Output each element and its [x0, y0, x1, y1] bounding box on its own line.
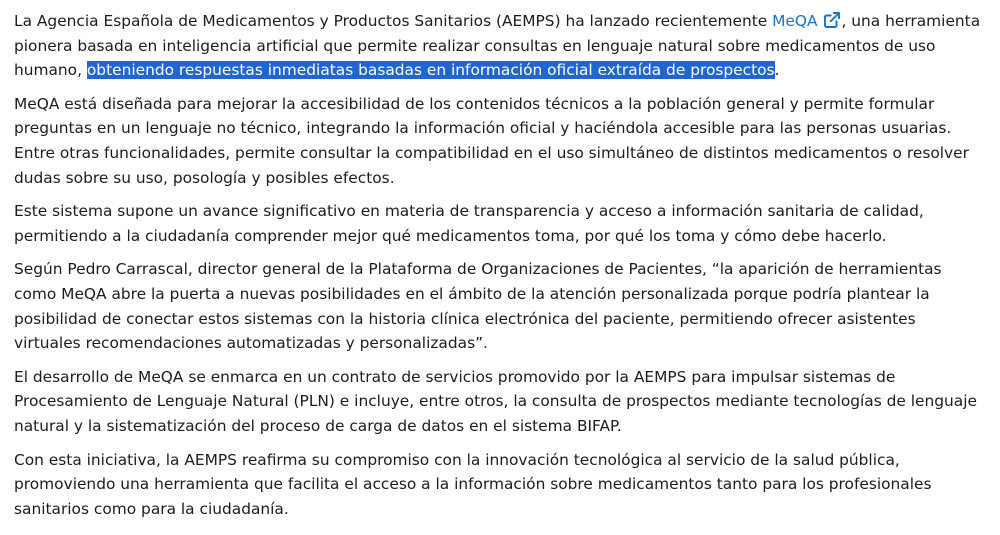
paragraph-quote: Según Pedro Carrascal, director general de la Plataforma de Organizaciones de Pacientes, “la aparición de herramientas como MeQA abre la puerta a nuevas posibilidades en el ámbito de la atención personalizada porque podría plantear la posibilidad de conectar estos sistemas con la historia clínica electrónica del paciente, permitiendo ofrecer asistentes virtuales recomendaciones automatizadas y personalizadas”.: [14, 260, 942, 353]
intro-text-middle: , una herramienta pionera basada en inteligencia artificial que permite realizar consultas en lenguaje natural sobre medicamentos de uso humano,: [14, 12, 981, 80]
intro-text-end: .: [774, 61, 780, 80]
meqa-link-label[interactable]: MeQA: [772, 12, 818, 30]
meqa-link[interactable]: [772, 12, 841, 30]
paragraph-conclusion: Con esta iniciativa, la AEMPS reafirma su compromiso con la innovación tecnológica al servicio de la salud pública, promoviendo una herramienta que facilita el acceso a la información sobre medicamentos tanto para los profesionales sanitarios como para la ciudadanía.: [14, 450, 932, 518]
paragraph-intro: [14, 9, 986, 83]
selected-text: obteniendo respuestas inmediatas basadas en información oficial extraída de prospectos: [86, 61, 775, 80]
external-link-icon[interactable]: [823, 11, 841, 29]
intro-text-start: La Agencia Española de Medicamentos y Productos Sanitarios (AEMPS) ha lanzado recientemente: [14, 12, 773, 30]
paragraph-development: El desarrollo de MeQA se enmarca en un contrato de servicios promovido por la AEMPS para impulsar sistemas de Procesamiento de Lenguaje Natural (PLN) e incluye, entre otros, la consulta de prospectos mediante tecnologías de lenguaje natural y la sistematización del proceso de carga de datos en el sistema BIFAP.: [14, 367, 977, 435]
article-body: [14, 9, 986, 530]
paragraph-meqa-design: MeQA está diseñada para mejorar la accesibilidad de los contenidos técnicos a la población general y permite formular preguntas en un lenguaje no técnico, integrando la información oficial y haciéndola accesible para las personas usuarias. Entre otras funcionalidades, permite consultar la compatibilidad en el uso simultáneo de distintos medicamentos o resolver dudas sobre su uso, posología y posibles efectos.: [14, 94, 969, 187]
paragraph-transparency: Este sistema supone un avance significativo en materia de transparencia y acceso a información sanitaria de calidad, permitiendo a la ciudadanía comprender mejor qué medicamentos toma, por qué los toma y cómo debe hacerlo.: [14, 202, 924, 245]
